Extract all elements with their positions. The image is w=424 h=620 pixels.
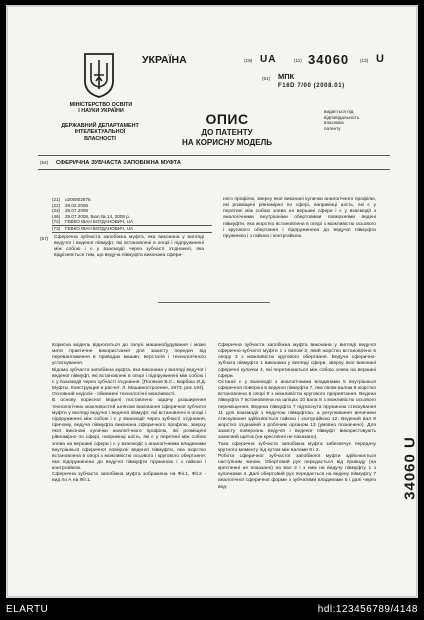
handle-id: hdl:123456789/4148 (317, 604, 418, 615)
biblio-row: (22) 29.02.2008 (52, 202, 88, 208)
country-name: УКРАЇНА (142, 54, 187, 66)
biblio-row: (24) 25.07.2008 (52, 208, 88, 214)
patent-number: 34060 (308, 52, 350, 67)
document-subtitle: ДО ПАТЕНТУ НА КОРИСНУ МОДЕЛЬ (182, 128, 272, 147)
bibliographic-data (52, 197, 212, 233)
biblio-row: (21) u200802676 (52, 197, 91, 202)
inid-19: (19) (244, 58, 253, 63)
inid-13: (13) (360, 58, 369, 63)
inid-51: (51) (262, 76, 271, 81)
ipc-code: F16D 7/00 (2008.01) (278, 83, 345, 89)
repository-name: ELARTU (6, 604, 49, 615)
ministry-name: МІНІСТЕРСТВО ОСВІТИ І НАУКИ УКРАЇНИ (69, 102, 133, 115)
description-right: Сферична зубчаста запобіжна муфта виконана у вигляді ведучої сферично-зубчатої муфти 1 з валом 2, який жорстко встановлено в опору 3 з можливістю кругового обертання. Ведуча сферично-зубчата півмуфта 1 виконана у вигляді сфери, зверху якої виконані сферичні кулачки 4, які перетинаються між собою злева на вершині сфери. Останні є у взаємодії з аналогічними владинами 5 внутрішньої сферичної поверхні 6 веденої півмуфти 7, яка своїм валом 8 жорстко встановлена в опорі 9 з можливістю кругового проревтання. Ведена півмуфта 7 встановлена на шпіцах 10 вала 8 з можливістю осьового переміщення. Ведена півмуфта 7 підтиснута пружиною стискування 11 для взаємодії з ведучою півмуфтою, а регулювання величини стискування здійснюється гайкою і контргайкою 12. Ведений вал 8 жорстко з'єднаний з робочим органом 13 (умовно позначено). Для захисту поверхонь ведучої і веденої півмуфт використовують захисний щиток (на кресленні не показано). Така сферична зубчаста запобіжна муфта забезпечує передачу крутного моменту під кутом між валами 8 і 2. Робота сферичної зубчастої запобіжної муфти здійснюється наступним чином. Обертовий рух передається від приводу (на кресленні не показано) на вал 2 і з ним на ведучу півмуфту 1 з кулачками 4. Далі обертовий рух передається на ведену півмуфту 7 аналогічної сферичної форми з зубчатими владинами 5 і далі через вед- (218, 343, 376, 490)
biblio-row: (72) ГЕВКО ІВАН БОГДАНОВИЧ, UA (52, 219, 212, 226)
abstract-right: ного профілю, зверху якої виконані кулачки аналогічного профілю, які розміщені рівномірно по сфері, наприкінці шість, які є у перетині між собою злева на вершині сфери і є у взаємодії з аналогічними внутрішніми обертовими поверхнями ведені півмуфти, яка жорстко встановлена в опорі з можливістю осьового і кругового обертання і підпружинена до ведучої півмуфти пружиною і з гайкою і контргайкою. (223, 197, 376, 239)
patent-page (6, 5, 418, 598)
title-rule-bottom (38, 169, 390, 170)
footer-bar (0, 598, 424, 620)
biblio-row: (46) 25.07.2008, Бюл.№ 14, 2008 р. (52, 213, 131, 219)
kind-code: U (376, 53, 384, 65)
inid-11: (11) (294, 58, 302, 63)
document-title: ОПИС (205, 111, 249, 127)
inid-54: (54) (40, 160, 49, 165)
responsibility-note: видається під відповідальність власника патенту (324, 109, 360, 131)
section-divider (158, 302, 270, 303)
abstract-left: Сферична зубчаста запобіжна муфта, яка виконана у вигляді ведучої і веденої півмуфт, які встановлені в опорі і підпружинені між собою і є у взаємодії через зубчасті з'єднання, яка відрізняється тим, що ведуча півмуфта виконана сфери- (54, 235, 204, 259)
biblio-row: (73) ГЕВКО ІВАН БОГДАНОВИЧ, UA (52, 226, 212, 233)
country-code: UA (260, 54, 277, 65)
ukraine-trident-emblem (82, 51, 116, 99)
title-rule-top (38, 155, 390, 156)
utility-model-title: СФЕРИЧНА ЗУБЧАСТА ЗАПОБІЖНА МУФТА (56, 160, 181, 166)
vertical-patent-id: 34060 U (401, 436, 419, 500)
department-name: ДЕРЖАВНИЙ ДЕПАРТАМЕНТ ІНТЕЛЕКТУАЛЬНОЇ ВЛАСНОСТІ (61, 123, 139, 142)
mpk-label: МПК (278, 72, 295, 81)
inid-57: (57) (40, 236, 49, 241)
description-left: Корисна модель відноситься до галузі машинобудування і може мати практичне використання для захисту передач від перевантаження в приводах машин, верстатів і технологічного устаткування. Відома зубчаста запобіжна муфта, яка виконана у вигляді ведучої і веденої півмуфт, які встановлені в опорі і підпружинені між собою і є у взаємодії через зубчасті з'єднання. [Поляков В.С., Барбаш И.Д. Муфты. Конструкция и расчет. Л. Машиностроение, 1973, рис.194]. Основний недолік - обмежені технологічні можливості. В основу корисної моделі поставлено задачу розширення технологічних можливостей шляхом виконання сферичної зубчатої муфти у вигляді ведучої і веденої півмуфт, які встановлені в опорі і підпружинені між собою і є у взаємодії через зубчасті з'єднання, причому, ведуча півмуфта виконана сферичного профілю, зверху якої виконані кулачки аналогічного профілю, які розміщені рівномірно по сфері, наприкінці шість, які є у перетині між собою злева на вершині сфери і є у взаємодії з аналогічними владинами внутрішньої сферичної поверхні веденої півмуфти, яка жорстко встановлена в опорі з можливістю осьового і кругового обертання, яка підпружинена до ведучої півмуфти пружиною і з гайкою і контргайкою. Сферична зубчаста запобіжна муфта зображена на Фіг.1, Фіг.2 - вид по А на Фіг.1. (52, 343, 206, 484)
